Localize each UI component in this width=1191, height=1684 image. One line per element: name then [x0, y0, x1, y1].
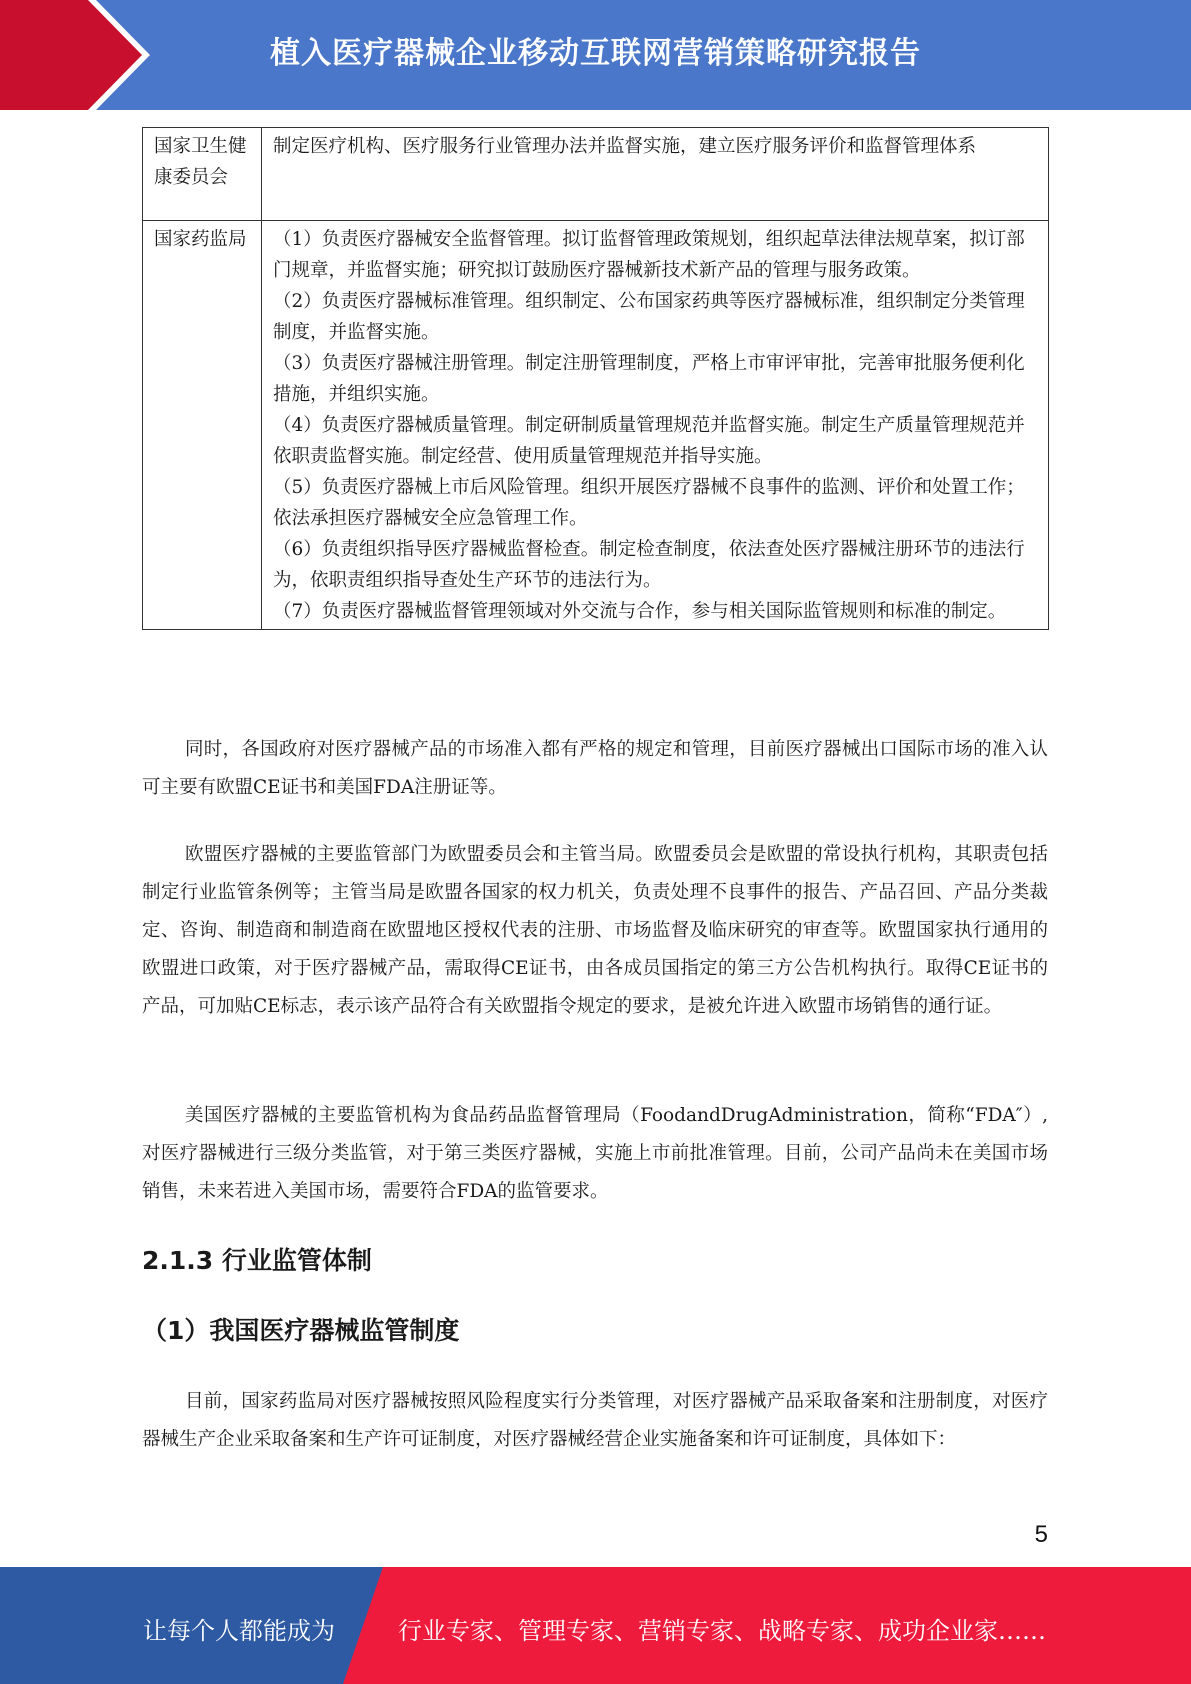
table-row: [143, 128, 1049, 221]
agency-duties-cell: [262, 221, 1049, 630]
paragraph-china-regulation: 目前，国家药监局对医疗器械按照风险程度实行分类管理，对医疗器械产品采取备案和注册制度，对医疗器械生产企业采取备案和生产许可证制度，对医疗器械经营企业实施备案和许可证制度，具体如下：: [142, 1391, 1048, 1450]
footer-slogan: 让每个人都能成为: [143, 1617, 335, 1645]
paragraph-market-access: 同时，各国政府对医疗器械产品的市场准入都有严格的规定和管理，目前医疗器械出口国际市场的准入认可主要有欧盟CE证书和美国FDA注册证等。: [142, 739, 1048, 798]
report-title: 植入医疗器械企业移动互联网营销策略研究报告: [270, 36, 921, 71]
table-row: [143, 221, 1049, 630]
agency-duties-cell: [262, 128, 1049, 221]
duty-item: （7）负责医疗器械监督管理领域对外交流与合作，参与相关国际监管规则和标准的制定。: [273, 601, 1007, 622]
paragraph-eu-regulation: 欧盟医疗器械的主要监管部门为欧盟委员会和主管当局。欧盟委员会是欧盟的常设执行机构，其职责包括制定行业监管条例等；主管当局是欧盟各国家的权力机关，负责处理不良事件的报告、产品召回、产品分类裁定、咨询、制造商和制造商在欧盟地区授权代表的注册、市场监督及临床研究的审查等。欧盟国家执行通用的欧盟进口政策，对于医疗器械产品，需取得CE证书，由各成员国指定的第三方公告机构执行。取得CE证书的产品，可加贴CE标志，表示该产品符合有关欧盟指令规定的要求，是被允许进入欧盟市场销售的通行证。: [142, 844, 1048, 1017]
page-header: [0, 0, 1191, 110]
duty-item: （5）负责医疗器械上市后风险管理。组织开展医疗器械不良事件的监测、评价和处置工作；依法承担医疗器械安全应急管理工作。: [273, 477, 1025, 529]
page-number: 5: [1034, 1521, 1048, 1548]
duty-item: （2）负责医疗器械标准管理。组织制定、公布国家药典等医疗器械标准，组织制定分类管理制度，并监督实施。: [273, 291, 1025, 343]
duty-item: （6）负责组织指导医疗器械监督检查。制定检查制度，依法查处医疗器械注册环节的违法行为，依职责组织指导查处生产环节的违法行为。: [273, 539, 1025, 591]
header-chevron-decoration: [0, 0, 150, 110]
regulator-duties-table: [142, 127, 1049, 630]
agency-name-cell: 国家药监局: [143, 221, 262, 630]
duty-item: （1）负责医疗器械安全监督管理。拟订监督管理政策规划，组织起草法律法规草案，拟订部门规章，并监督实施；研究拟订鼓励医疗器械新技术新产品的管理与服务政策。: [273, 229, 1025, 281]
footer-roles: 行业专家、管理专家、营销专家、战略专家、成功企业家……: [398, 1617, 1046, 1645]
duty-item: （3）负责医疗器械注册管理。制定注册管理制度，严格上市审评审批，完善审批服务便利化措施，并组织实施。: [273, 353, 1025, 405]
page-footer: [0, 1567, 1191, 1684]
duty-item: （4）负责医疗器械质量管理。制定研制质量管理规范并监督实施。制定生产质量管理规范并依职责监督实施。制定经营、使用质量管理规范并指导实施。: [273, 415, 1025, 467]
duty-item: 制定医疗机构、医疗服务行业管理办法并监督实施，建立医疗服务评价和监督管理体系: [273, 136, 977, 157]
section-heading: 2.1.3 行业监管体制: [142, 1246, 372, 1275]
agency-name-cell: 国家卫生健康委员会: [143, 128, 262, 221]
paragraph-us-fda: 美国医疗器械的主要监管机构为食品药品监督管理局（FoodandDrugAdministration，简称“FDA″）,对医疗器械进行三级分类监管，对于第三类医疗器械，实施上市前批准管理。目前，公司产品尚未在美国市场销售，未来若进入美国市场，需要符合FDA的监管要求。: [142, 1105, 1048, 1202]
subsection-heading: （1）我国医疗器械监管制度: [142, 1316, 460, 1345]
